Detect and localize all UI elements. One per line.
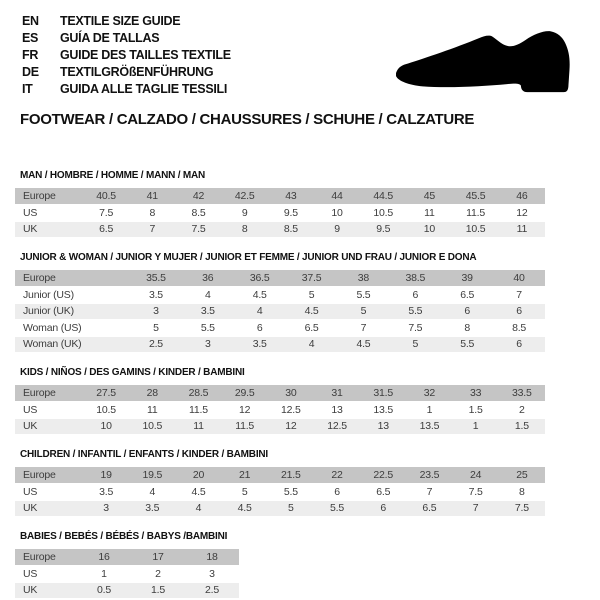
size-value-cell: 20 [175, 467, 221, 484]
size-value-cell: 7.5 [83, 205, 129, 222]
size-value-cell: 13 [360, 418, 406, 435]
size-value-cell: 32 [406, 385, 452, 402]
size-value-cell: 12.5 [268, 402, 314, 419]
size-value-cell: 35.5 [130, 270, 182, 287]
size-row [15, 500, 545, 517]
size-table [15, 549, 239, 599]
size-value-cell: 9.5 [360, 221, 406, 238]
size-value-cell: 5.5 [314, 500, 360, 517]
size-value-cell: 11 [129, 402, 175, 419]
size-row [15, 336, 545, 353]
size-system-label: Woman (UK) [15, 336, 130, 353]
size-row [15, 418, 545, 435]
size-value-cell: 8 [441, 320, 493, 337]
size-system-label: Junior (UK) [15, 303, 130, 320]
size-value-cell: 5.5 [338, 287, 390, 304]
size-value-cell: 21.5 [268, 467, 314, 484]
size-value-cell: 13.5 [406, 418, 452, 435]
region-header-row [15, 549, 239, 566]
size-row [15, 303, 545, 320]
size-tables [0, 170, 600, 599]
size-value-cell: 30 [268, 385, 314, 402]
language-code: DE [22, 65, 39, 79]
size-value-cell: 12 [268, 418, 314, 435]
size-value-cell: 6 [234, 320, 286, 337]
size-value-cell: 40 [493, 270, 545, 287]
size-value-cell: 31.5 [360, 385, 406, 402]
size-table-title: MAN / HOMBRE / HOMME / MANN / MAN [20, 170, 206, 181]
region-header-row [15, 467, 545, 484]
size-value-cell: 3.5 [234, 336, 286, 353]
category-heading: FOOTWEAR / CALZADO / CHAUSSURES / SCHUHE / CALZATURE [20, 111, 475, 128]
size-value-cell: 12 [222, 402, 268, 419]
size-value-cell: 6.5 [406, 500, 452, 517]
size-value-cell: 36 [182, 270, 234, 287]
size-value-cell: 4.5 [286, 303, 338, 320]
size-value-cell: 3.5 [129, 500, 175, 517]
size-value-cell: 11 [406, 205, 452, 222]
size-value-cell: 24 [453, 467, 499, 484]
size-value-cell: 5.5 [182, 320, 234, 337]
size-value-cell: 7 [493, 287, 545, 304]
size-table [15, 270, 545, 353]
size-value-cell: 2 [499, 402, 545, 419]
size-value-cell: 33 [453, 385, 499, 402]
size-value-cell: 12 [499, 205, 545, 222]
size-table [15, 188, 545, 238]
size-value-cell: 38 [338, 270, 390, 287]
size-value-cell: 6 [493, 303, 545, 320]
size-value-cell: 6.5 [441, 287, 493, 304]
size-value-cell: 44.5 [360, 188, 406, 205]
size-value-cell: 46 [499, 188, 545, 205]
size-value-cell: 1.5 [131, 582, 185, 599]
size-value-cell: 4 [175, 500, 221, 517]
size-row [15, 320, 545, 337]
size-value-cell: 37.5 [286, 270, 338, 287]
size-value-cell: 7.5 [389, 320, 441, 337]
size-row [15, 484, 545, 501]
size-system-label: UK [15, 500, 83, 517]
size-value-cell: 5 [286, 287, 338, 304]
size-value-cell: 8 [129, 205, 175, 222]
size-value-cell: 5 [268, 500, 314, 517]
size-value-cell: 40.5 [83, 188, 129, 205]
size-value-cell: 5 [389, 336, 441, 353]
language-guide-title: TEXTILGRÖßENFÜHRUNG [60, 65, 214, 79]
size-table-title: BABIES / BEBÉS / BÉBÉS / BABYS /BAMBINI [20, 531, 228, 542]
region-header-row [15, 270, 545, 287]
size-value-cell: 25 [499, 467, 545, 484]
size-system-label: US [15, 484, 83, 501]
language-guide-title: GUIDA ALLE TAGLIE TESSILI [60, 82, 228, 96]
size-value-cell: 10.5 [129, 418, 175, 435]
size-value-cell: 6 [389, 287, 441, 304]
size-value-cell: 2.5 [185, 582, 239, 599]
size-value-cell: 1.5 [499, 418, 545, 435]
size-value-cell: 16 [77, 549, 131, 566]
size-row [15, 582, 239, 599]
size-value-cell: 22 [314, 467, 360, 484]
size-value-cell: 3.5 [182, 303, 234, 320]
size-value-cell: 13.5 [360, 402, 406, 419]
size-table-title: KIDS / NIÑOS / DES GAMINS / KINDER / BAMBINI [20, 367, 245, 378]
size-value-cell: 5 [130, 320, 182, 337]
size-value-cell: 29.5 [222, 385, 268, 402]
size-value-cell: 4 [182, 287, 234, 304]
size-value-cell: 27.5 [83, 385, 129, 402]
size-value-cell: 18 [185, 549, 239, 566]
size-value-cell: 7 [406, 484, 452, 501]
size-value-cell: 7.5 [453, 484, 499, 501]
size-table-title: JUNIOR & WOMAN / JUNIOR Y MUJER / JUNIOR ET FEMME / JUNIOR UND FRAU / JUNIOR E DONA [20, 252, 477, 263]
size-table-section [0, 531, 600, 599]
size-value-cell: 5.5 [389, 303, 441, 320]
size-table [15, 467, 545, 517]
size-value-cell: 9 [314, 221, 360, 238]
size-row [15, 287, 545, 304]
size-system-label: Europe [15, 385, 83, 402]
size-value-cell: 3 [182, 336, 234, 353]
size-value-cell: 0.5 [77, 582, 131, 599]
size-value-cell: 39 [441, 270, 493, 287]
size-value-cell: 45.5 [453, 188, 499, 205]
size-value-cell: 22.5 [360, 467, 406, 484]
size-value-cell: 4 [286, 336, 338, 353]
size-value-cell: 11 [175, 418, 221, 435]
size-value-cell: 4.5 [234, 287, 286, 304]
size-value-cell: 36.5 [234, 270, 286, 287]
size-value-cell: 5 [222, 484, 268, 501]
size-value-cell: 2.5 [130, 336, 182, 353]
size-value-cell: 38.5 [389, 270, 441, 287]
size-system-label: UK [15, 221, 83, 238]
size-value-cell: 10 [406, 221, 452, 238]
size-value-cell: 33.5 [499, 385, 545, 402]
size-row [15, 566, 239, 583]
size-value-cell: 4 [234, 303, 286, 320]
language-guide-title: TEXTILE SIZE GUIDE [60, 14, 181, 28]
size-value-cell: 4.5 [222, 500, 268, 517]
size-value-cell: 11 [499, 221, 545, 238]
size-value-cell: 10.5 [360, 205, 406, 222]
size-table [15, 385, 545, 435]
size-value-cell: 3 [130, 303, 182, 320]
size-system-label: Europe [15, 549, 77, 566]
size-row [15, 221, 545, 238]
size-value-cell: 6.5 [286, 320, 338, 337]
size-table-section [0, 252, 600, 353]
language-code: FR [22, 48, 39, 62]
size-system-label: Junior (US) [15, 287, 130, 304]
language-code: IT [22, 82, 33, 96]
guide-header [0, 0, 600, 127]
region-header-row [15, 188, 545, 205]
size-system-label: US [15, 205, 83, 222]
size-value-cell: 42.5 [222, 188, 268, 205]
size-value-cell: 9 [222, 205, 268, 222]
language-code: ES [22, 31, 39, 45]
size-value-cell: 17 [131, 549, 185, 566]
size-value-cell: 7.5 [499, 500, 545, 517]
size-value-cell: 6 [314, 484, 360, 501]
language-guide-title: GUÍA DE TALLAS [60, 31, 160, 45]
size-system-label: Europe [15, 188, 83, 205]
size-value-cell: 43 [268, 188, 314, 205]
size-value-cell: 8 [222, 221, 268, 238]
size-value-cell: 11.5 [175, 402, 221, 419]
size-value-cell: 10.5 [453, 221, 499, 238]
size-table-section [0, 170, 600, 238]
size-value-cell: 11.5 [453, 205, 499, 222]
size-system-label: Woman (US) [15, 320, 130, 337]
size-system-label: US [15, 402, 83, 419]
size-value-cell: 13 [314, 402, 360, 419]
size-value-cell: 7.5 [175, 221, 221, 238]
size-value-cell: 6 [493, 336, 545, 353]
size-value-cell: 11.5 [222, 418, 268, 435]
language-code: EN [22, 14, 39, 28]
size-value-cell: 7 [453, 500, 499, 517]
size-value-cell: 12.5 [314, 418, 360, 435]
size-value-cell: 8.5 [493, 320, 545, 337]
size-value-cell: 28.5 [175, 385, 221, 402]
size-system-label: UK [15, 582, 77, 599]
size-value-cell: 28 [129, 385, 175, 402]
size-system-label: US [15, 566, 77, 583]
size-value-cell: 2 [131, 566, 185, 583]
size-table-section [0, 367, 600, 435]
region-header-row [15, 385, 545, 402]
dress-shoe-icon [393, 24, 576, 102]
size-value-cell: 41 [129, 188, 175, 205]
size-value-cell: 6.5 [360, 484, 406, 501]
size-value-cell: 7 [129, 221, 175, 238]
size-value-cell: 19 [83, 467, 129, 484]
size-value-cell: 1.5 [453, 402, 499, 419]
size-value-cell: 9.5 [268, 205, 314, 222]
size-system-label: UK [15, 418, 83, 435]
size-value-cell: 4 [129, 484, 175, 501]
size-value-cell: 19.5 [129, 467, 175, 484]
size-value-cell: 8.5 [175, 205, 221, 222]
size-value-cell: 6 [441, 303, 493, 320]
size-value-cell: 5 [338, 303, 390, 320]
size-value-cell: 3.5 [130, 287, 182, 304]
size-table-section [0, 449, 600, 517]
size-value-cell: 4.5 [338, 336, 390, 353]
size-value-cell: 1 [453, 418, 499, 435]
size-value-cell: 10.5 [83, 402, 129, 419]
size-value-cell: 10 [83, 418, 129, 435]
size-value-cell: 6.5 [83, 221, 129, 238]
size-value-cell: 3 [83, 500, 129, 517]
size-value-cell: 1 [77, 566, 131, 583]
size-value-cell: 3 [185, 566, 239, 583]
size-value-cell: 8.5 [268, 221, 314, 238]
size-system-label: Europe [15, 270, 130, 287]
size-value-cell: 42 [175, 188, 221, 205]
size-value-cell: 6 [360, 500, 406, 517]
size-row [15, 402, 545, 419]
language-guide-title: GUIDE DES TAILLES TEXTILE [60, 48, 231, 62]
size-table-title: CHILDREN / INFANTIL / ENFANTS / KINDER / BAMBINI [20, 449, 268, 460]
size-system-label: Europe [15, 467, 83, 484]
size-value-cell: 21 [222, 467, 268, 484]
size-value-cell: 23.5 [406, 467, 452, 484]
size-value-cell: 10 [314, 205, 360, 222]
size-value-cell: 1 [406, 402, 452, 419]
size-value-cell: 5.5 [268, 484, 314, 501]
size-row [15, 205, 545, 222]
size-value-cell: 45 [406, 188, 452, 205]
size-value-cell: 44 [314, 188, 360, 205]
size-value-cell: 4.5 [175, 484, 221, 501]
size-value-cell: 7 [338, 320, 390, 337]
size-value-cell: 8 [499, 484, 545, 501]
size-value-cell: 5.5 [441, 336, 493, 353]
size-value-cell: 3.5 [83, 484, 129, 501]
size-value-cell: 31 [314, 385, 360, 402]
